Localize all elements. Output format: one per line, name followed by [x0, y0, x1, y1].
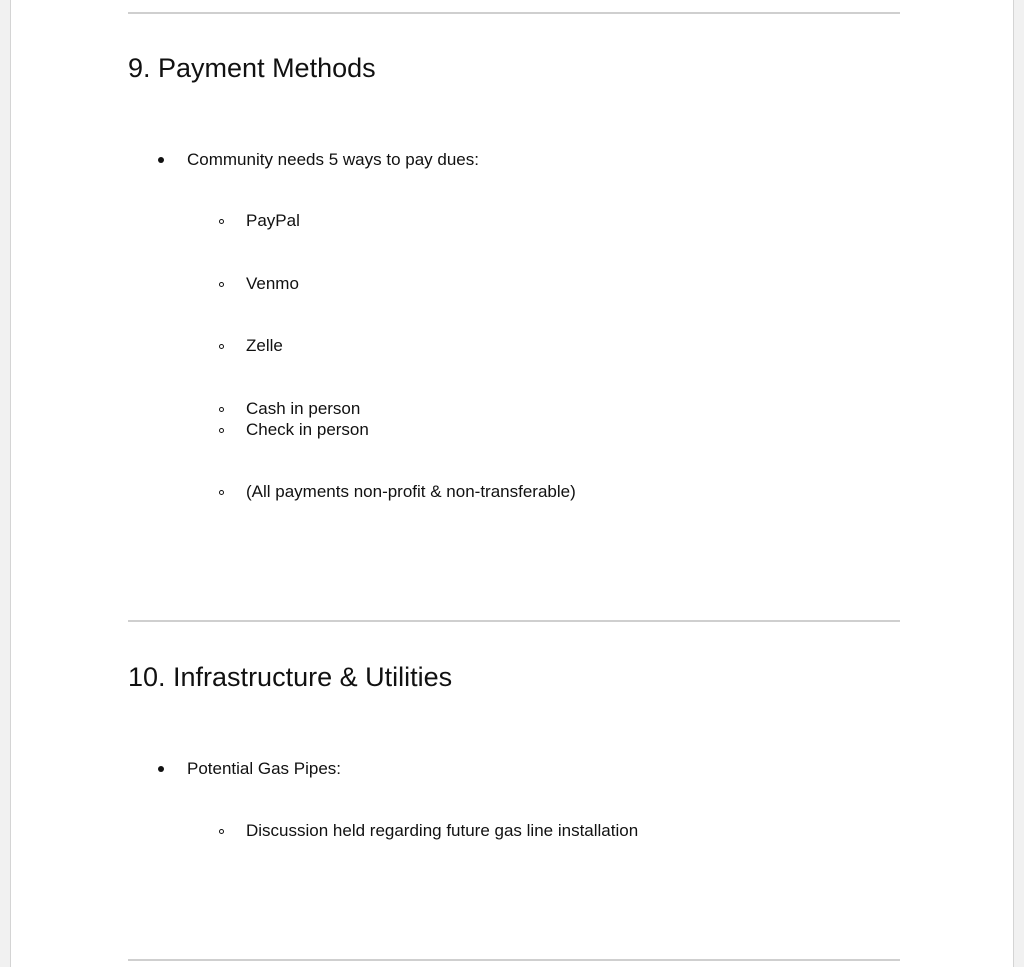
bullet-circle-icon — [219, 829, 224, 834]
sub-list-item: Cash in person — [246, 399, 361, 418]
bullet-circle-icon — [219, 428, 224, 433]
bullet-disc-icon — [158, 766, 164, 772]
section-heading: 10. Infrastructure & Utilities — [128, 662, 453, 692]
bullet-disc-icon — [158, 157, 164, 163]
list-item: Community needs 5 ways to pay dues: — [187, 150, 479, 169]
sub-list-item: (All payments non-profit & non-transferable) — [246, 482, 576, 501]
section-divider — [128, 959, 900, 961]
sub-list-item: Check in person — [246, 420, 369, 439]
bullet-circle-icon — [219, 407, 224, 412]
section-heading: 9. Payment Methods — [128, 53, 376, 83]
bullet-circle-icon — [219, 344, 224, 349]
bullet-circle-icon — [219, 282, 224, 287]
bullet-circle-icon — [219, 219, 224, 224]
sub-list-item: Zelle — [246, 336, 283, 355]
document-page — [10, 0, 1014, 967]
sub-list-item: PayPal — [246, 211, 300, 230]
bullet-circle-icon — [219, 490, 224, 495]
sub-list-item: Venmo — [246, 274, 299, 293]
section-divider — [128, 620, 900, 622]
section-divider — [128, 12, 900, 14]
sub-list-item: Discussion held regarding future gas line installation — [246, 821, 639, 840]
list-item: Potential Gas Pipes: — [187, 759, 342, 778]
